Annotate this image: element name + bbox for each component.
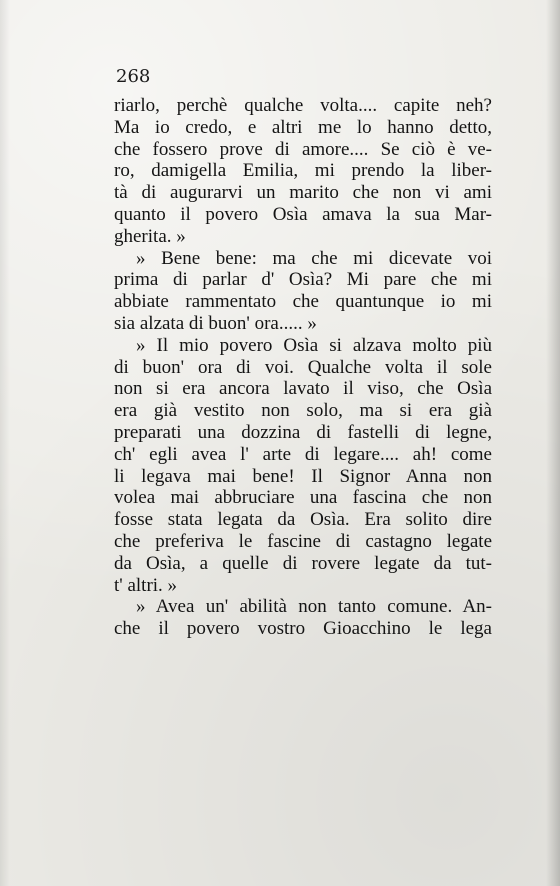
text-line: di buon' ora di voi. Qualche volta il sole <box>114 356 492 378</box>
page-number: 268 <box>116 66 151 87</box>
text-line: era già vestito non solo, ma si era già <box>114 400 492 422</box>
text-line: fosse stata legata da Osìa. Era solito dire <box>114 509 492 531</box>
text-line: prima di parlar d' Osìa? Mi pare che mi <box>114 269 492 291</box>
page-left-shadow <box>0 0 10 886</box>
body-text <box>114 95 492 640</box>
text-line: abbiate rammentato che quantunque io mi <box>114 291 492 313</box>
text-line: che fossero prove di amore.... Se ciò è ve- <box>114 138 492 160</box>
text-line: preparati una dozzina di fastelli di legne, <box>114 421 492 443</box>
text-line: ch' egli avea l' arte di legare.... ah! come <box>114 443 492 465</box>
text-line: gherita. » <box>114 225 186 247</box>
text-line: riarlo, perchè qualche volta.... capite neh? <box>114 95 492 116</box>
text-line: sia alzata di buon' ora..... » <box>114 312 317 334</box>
text-line: da Osìa, a quelle di rovere legate da tut- <box>114 552 492 574</box>
text-line: Ma io credo, e altri me lo hanno detto, <box>114 116 492 138</box>
text-line: » Il mio povero Osìa si alzava molto più <box>136 334 492 356</box>
text-line: ro, damigella Emilia, mi prendo la liber- <box>114 160 492 182</box>
text-line: li legava mai bene! Il Signor Anna non <box>114 465 492 487</box>
page-right-shadow <box>546 0 560 886</box>
text-line: » Bene bene: ma che mi dicevate voi <box>136 247 492 269</box>
text-line: volea mai abbruciare una fascina che non <box>114 487 492 509</box>
text-line: t' altri. » <box>114 574 178 596</box>
text-line: » Avea un' abilità non tanto comune. An- <box>136 596 492 618</box>
text-line: tà di augurarvi un marito che non vi ami <box>114 182 492 204</box>
text-line: che il povero vostro Gioacchino le lega <box>114 618 492 640</box>
text-line: non si era ancora lavato il viso, che Osìa <box>114 378 492 400</box>
text-line: quanto il povero Osìa amava la sua Mar- <box>114 203 492 225</box>
text-line: che preferiva le fascine di castagno legate <box>114 530 492 552</box>
